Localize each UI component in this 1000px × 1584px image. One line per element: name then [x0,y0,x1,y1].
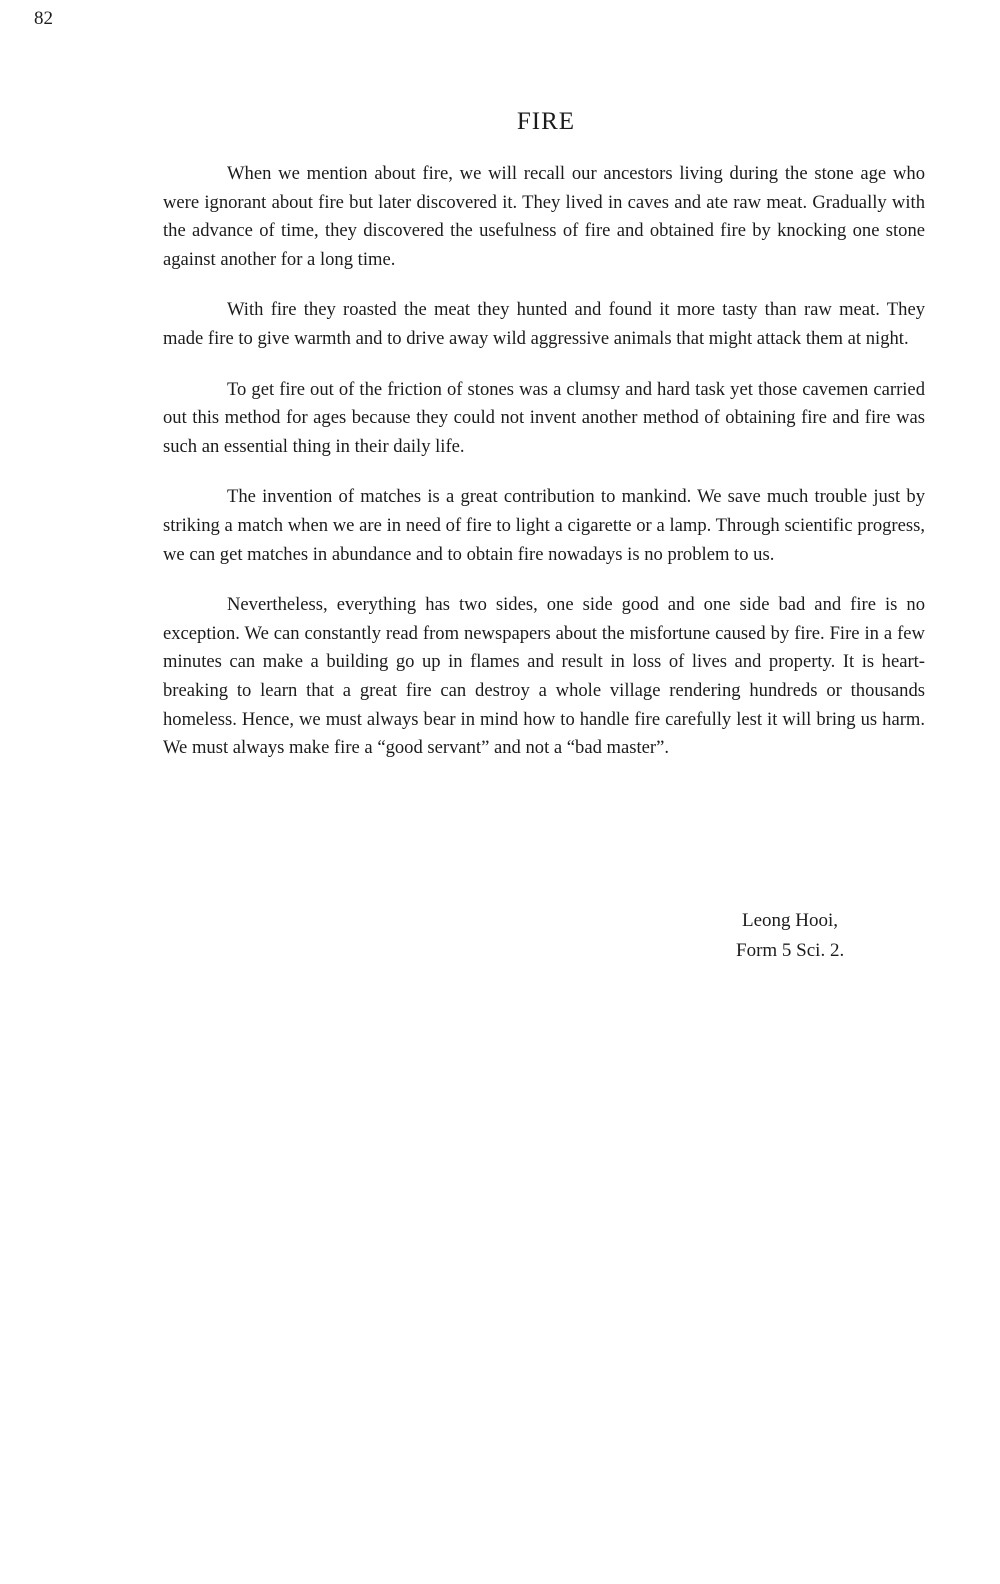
author-name: Leong Hooi, [742,910,839,931]
paragraph-3: To get fire out of the friction of stones was a clumsy and hard task yet those cavemen carried out this method for ages because they could not invent another method of obtaining fire and fire was such an essential thing in their daily life. [163,378,925,457]
author-signature [736,906,844,966]
paragraph-2: With fire they roasted the meat they hunted and found it more tasty than raw meat. They made fire to give warmth and to drive away wild aggressive animals that might attack them at night. [163,299,925,349]
author-form: Form 5 Sci. 2. [736,940,845,961]
paragraph-4: The invention of matches is a great contribution to mankind. We save much trouble just by striking a match when we are in need of fire to light a cigarette or a lamp. Through scientific progress, we can get matches in abundance and to obtain fire nowadays is no problem to us. [163,486,925,565]
paragraph-1: When we mention about fire, we will recall our ancestors living during the stone age who were ignorant about fire but later discovered it. They lived in caves and ate raw meat. Gradually with the advance of time, they discovered the usefulness of fire and obtained fire by knocking one stone against another for a long time. [163,163,925,270]
page-number: 82 [34,8,53,29]
paragraph-5: Nevertheless, everything has two sides, one side good and one side bad and fire is no exception. We can constantly read from newspapers about the misfortune caused by fire. Fire in a few minutes can make a building go up in flames and result in loss of lives and property. It is heart-breaking to learn that a great fire can destroy a whole village rendering hundreds or thousands homeless. Hence, we must always bear in mind how to handle fire carefully lest it will bring us harm. We must always make fire a “good servant” and not a “bad master”. [163,594,925,759]
article-body [163,160,925,785]
article-title: FIRE [516,108,576,135]
